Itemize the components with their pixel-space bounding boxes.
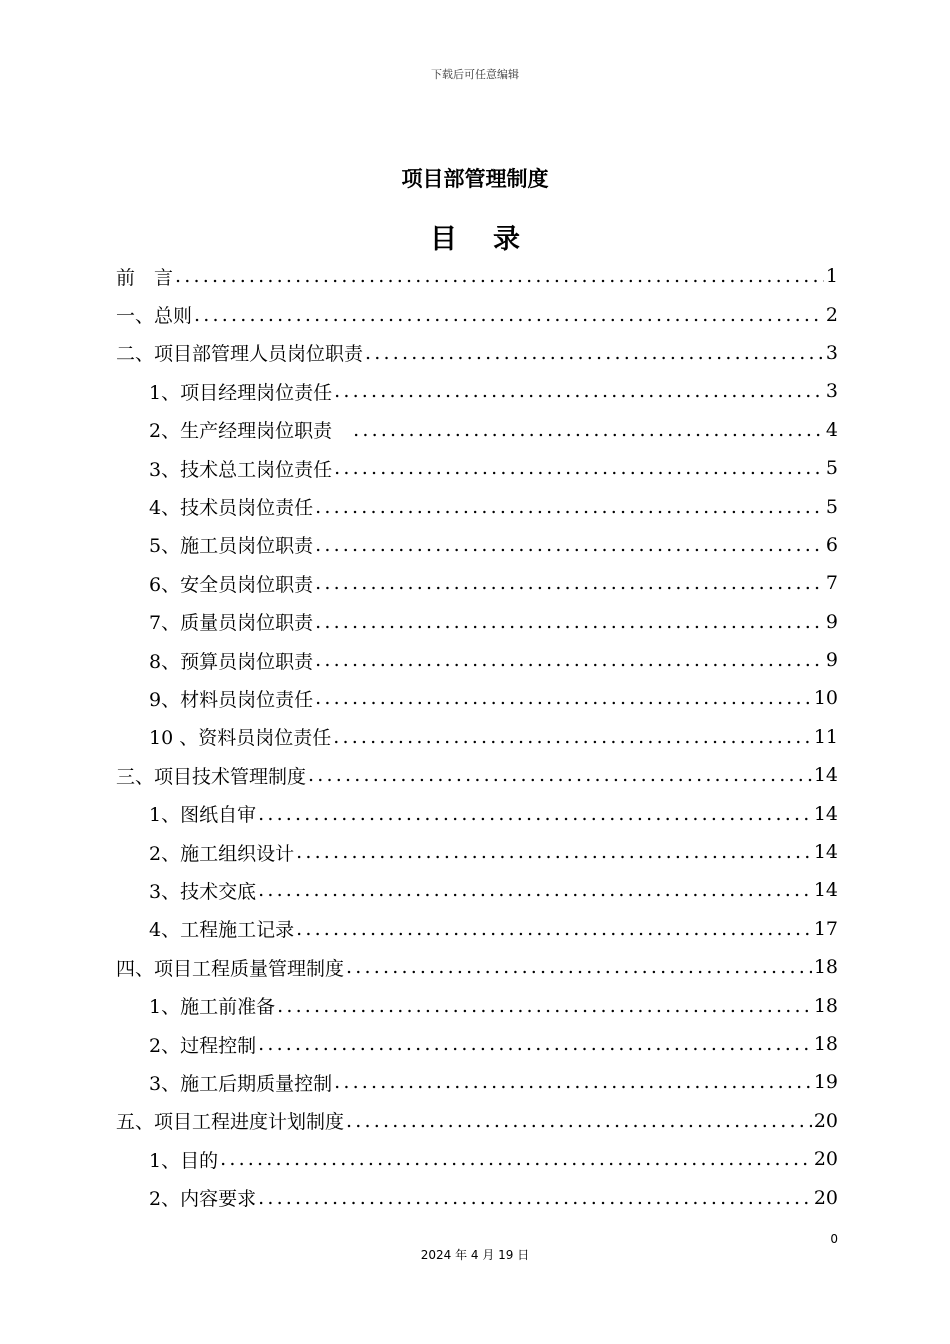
toc-leader-dots: [315, 496, 824, 518]
toc-entry[interactable]: [116, 986, 838, 1024]
toc-entry-page: 5: [825, 457, 838, 480]
toc-entry-text: 一、总则: [116, 305, 193, 328]
toc-leader-dots: [333, 726, 812, 748]
toc-entry[interactable]: [116, 679, 838, 717]
toc-leader-dots: [258, 879, 812, 901]
toc-entry-text: 3、施工后期质量控制: [149, 1072, 333, 1095]
document-title: 项目部管理制度: [401, 167, 549, 191]
toc-entry[interactable]: [116, 334, 838, 372]
toc-entry-text: 五、项目工程进度计划制度: [116, 1111, 345, 1134]
toc-entry-page: 18: [813, 994, 838, 1017]
toc-leader-dots: [258, 803, 812, 825]
toc-entry-page: 18: [813, 1033, 838, 1055]
toc-entry[interactable]: [116, 1178, 838, 1216]
toc-leader-dots: [334, 457, 824, 479]
toc-leader-dots: [334, 1071, 812, 1093]
toc-entry-text: 3、技术总工岗位责任: [149, 458, 333, 481]
toc-entry-text: 四、项目工程质量管理制度: [116, 957, 345, 980]
toc-entry[interactable]: [116, 257, 838, 295]
toc-entry[interactable]: [116, 910, 838, 948]
toc-entry-text: 4、技术员岗位责任: [149, 497, 314, 520]
toc-entry-text: 2、施工组织设计: [149, 842, 295, 865]
toc-entry-page: 20: [813, 1109, 838, 1132]
toc-heading: 目录: [430, 224, 556, 255]
toc-entry[interactable]: [116, 411, 838, 449]
toc-leader-dots: [315, 687, 812, 709]
toc-entry-page: 20: [813, 1186, 838, 1209]
toc-entry-page: 18: [813, 956, 838, 979]
toc-leader-dots: [220, 1148, 812, 1170]
toc-entry[interactable]: [116, 1063, 838, 1101]
toc-leader-dots: [365, 342, 824, 364]
toc-leader-dots: [258, 1187, 812, 1209]
toc-leader-dots: [315, 572, 824, 594]
toc-entry[interactable]: [116, 1025, 838, 1063]
toc-entry[interactable]: [116, 1140, 838, 1178]
toc-entry-text: 三、项目技术管理制度: [116, 765, 307, 788]
toc-entry-page: 9: [825, 610, 838, 633]
toc-entry-text: 2、生产经理岗位职责: [149, 420, 352, 443]
toc-entry-page: 3: [825, 380, 838, 403]
toc-leader-dots: [194, 304, 824, 326]
toc-entry[interactable]: [116, 718, 838, 756]
toc-leader-dots: [334, 380, 824, 402]
toc-entry-text: 3、技术交底: [149, 880, 257, 903]
toc-entry-text: 2、过程控制: [149, 1034, 257, 1057]
toc-leader-dots: [308, 764, 812, 786]
toc-entry-text: 5、施工员岗位职责: [149, 535, 314, 558]
toc-leader-dots: [346, 1110, 812, 1132]
toc-entry-page: 19: [813, 1071, 838, 1094]
toc-entry-text: 10 、资料员岗位责任: [149, 727, 332, 750]
toc-leader-dots: [315, 611, 824, 633]
toc-entry[interactable]: [116, 1102, 838, 1140]
toc-entry-page: 10: [813, 687, 838, 710]
toc-entry-text: 2、内容要求: [149, 1188, 257, 1211]
toc-entry[interactable]: [116, 833, 838, 871]
toc-entry-page: 9: [825, 649, 838, 672]
page-header-note: 下载后可任意编辑: [431, 68, 519, 81]
toc-entry-page: 14: [813, 841, 838, 864]
toc-entry[interactable]: [116, 564, 838, 602]
toc-entry-text: 1、图纸自审: [149, 804, 257, 827]
toc-entry-text: 6、安全员岗位职责: [149, 573, 314, 596]
toc-entry[interactable]: [116, 487, 838, 525]
toc-entry-text: 4、工程施工记录: [149, 919, 295, 942]
toc-leader-dots: [296, 841, 812, 863]
toc-entry[interactable]: [116, 948, 838, 986]
toc-entry[interactable]: [116, 372, 838, 410]
toc-entry-text: 1、项目经理岗位责任: [149, 381, 333, 404]
page-number: 0: [830, 1232, 838, 1246]
toc-entry-page: 5: [825, 495, 838, 518]
toc-leader-dots: [315, 534, 824, 556]
toc-entry-page: 3: [825, 341, 838, 364]
toc-leader-dots: [277, 995, 812, 1017]
toc-entry-text: 前 言: [116, 266, 174, 289]
toc-entry[interactable]: [116, 295, 838, 333]
toc-entry[interactable]: [116, 641, 838, 679]
toc-entry-page: 7: [825, 572, 838, 595]
toc-entry-text: 8、预算员岗位职责: [149, 650, 314, 673]
toc-entry-text: 9、材料员岗位责任: [149, 688, 314, 711]
toc-entry[interactable]: [116, 526, 838, 564]
toc-entry[interactable]: [116, 449, 838, 487]
toc-entry-text: 1、施工前准备: [149, 996, 276, 1019]
toc-leader-dots: [296, 918, 812, 940]
toc-entry-page: 1: [825, 265, 838, 288]
toc-leader-dots: [346, 956, 812, 978]
toc-entry-page: 20: [813, 1148, 838, 1171]
table-of-contents: [116, 257, 838, 1217]
toc-leader-dots: [175, 265, 824, 287]
toc-entry-page: 11: [813, 725, 838, 748]
toc-leader-dots: [353, 419, 824, 441]
toc-entry-text: 二、项目部管理人员岗位职责: [116, 343, 364, 366]
toc-entry[interactable]: [116, 756, 838, 794]
toc-entry-page: 14: [813, 879, 838, 902]
toc-entry-page: 17: [813, 917, 838, 940]
footer-date: 2024 年 4 月 19 日: [420, 1248, 530, 1262]
toc-entry-page: 14: [813, 802, 838, 825]
toc-entry-page: 6: [825, 533, 838, 556]
toc-leader-dots: [258, 1033, 812, 1055]
toc-entry[interactable]: [116, 794, 838, 832]
toc-leader-dots: [315, 649, 824, 671]
toc-entry-text: 1、目的: [149, 1149, 219, 1172]
toc-entry-page: 14: [813, 764, 838, 787]
toc-entry-text: 7、质量员岗位职责: [149, 612, 314, 635]
toc-entry-page: 4: [825, 418, 838, 441]
toc-entry-page: 2: [825, 303, 838, 326]
toc-entry[interactable]: [116, 603, 838, 641]
toc-entry[interactable]: [116, 871, 838, 909]
